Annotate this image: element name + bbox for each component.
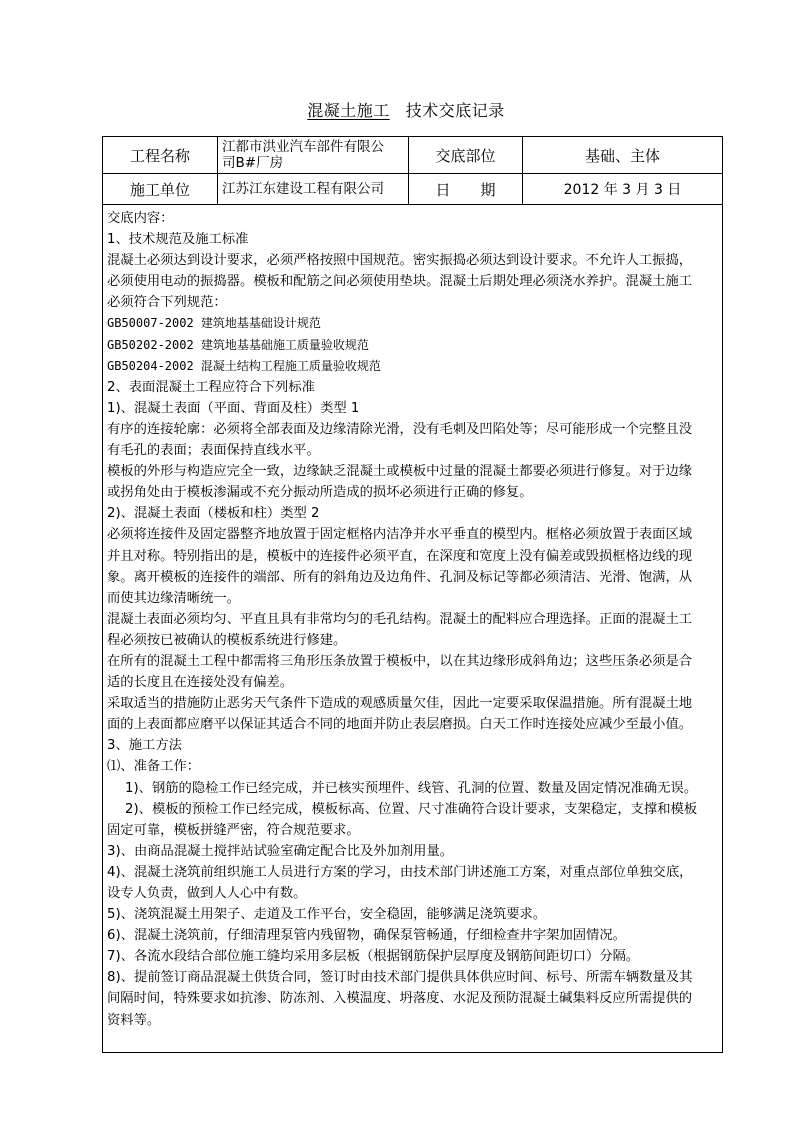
content-line: 间隔时间，特殊要求如抗渗、防冻剂、入模温度、坍落度、水泥及预防混凝土碱集料反应所需提供的 [107, 991, 693, 1007]
content-line: GB50007-2002 建筑地基基础设计规范 [107, 316, 321, 331]
content-line: 3、施工方法 [107, 738, 182, 754]
document-title [0, 98, 794, 121]
project-name-label: 工程名称 [103, 137, 218, 174]
content-line: 资料等。 [107, 1012, 161, 1028]
content-line: 交底内容： [107, 211, 174, 226]
date-label: 日 期 [409, 174, 523, 205]
content-line: 必须将连接件及固定器整齐地放置于固定框格内洁净并水平垂直的模型内。框格必须放置于表面区域 [107, 527, 693, 543]
content-line: GB50204-2002 混凝土结构工程施工质量验收规范 [107, 358, 381, 373]
content-line: 5)、浇筑混凝土用架子、走道及工作平台，安全稳固，能够满足浇筑要求。 [107, 907, 547, 923]
content-line: 2、表面混凝土工程应符合下列标准 [107, 379, 315, 395]
form-row-content [103, 205, 723, 1053]
project-name-line-1: 江都市洪业汽车部件有限公 [222, 139, 384, 155]
content-line: GB50202-2002 建筑地基基础施工质量验收规范 [107, 337, 369, 352]
content-line: 必须符合下列规范： [107, 295, 227, 311]
form-row-project [103, 137, 723, 174]
content-line: 有序的连接轮廓：必须将全部表面及边缘清除光滑，没有毛刺及凹陷处等；尽可能形成一个完整且没 [107, 421, 693, 437]
content-line: 8)、提前签订商品混凝土供货合同，签订时由技术部门提供具体供应时间、标号、所需车辆数量及其 [107, 970, 693, 986]
handover-part-label: 交底部位 [409, 137, 523, 174]
content-line: 设专人负责，做到人人心中有数。 [107, 886, 307, 901]
handover-part-value: 基础、主体 [523, 137, 723, 174]
title-suffix: 技术交底记录 [405, 101, 505, 120]
contractor-label: 施工单位 [103, 174, 218, 205]
content-line: 3)、由商品混凝土搅拌站试验室确定配合比及外加剂用量。 [107, 843, 454, 859]
content-line: 6)、混凝土浇筑前，仔细清理泵管内残留物，确保泵管畅通，仔细检查井字架加固情况。 [107, 928, 626, 944]
content-line: 采取适当的措施防止恶劣天气条件下造成的观感质量欠佳，因此一定要采取保温措施。所有混凝土地 [107, 696, 693, 712]
content-line: 有毛孔的表面；表面保持直线水平。 [107, 443, 320, 459]
content-line: 程必须按已被确认的模板系统进行修建。 [107, 632, 347, 648]
content-line: 面的上表面都应磨平以保证其适合不同的地面并防止表层磨损。白天工作时连接处应减少至最小值。 [107, 717, 693, 733]
handover-form-table [102, 136, 723, 1053]
content-line: 混凝土表面必须均匀、平直且具有非常均匀的毛孔结构。混凝土的配料应合理选择。正面的混凝土工 [107, 611, 693, 627]
content-line: 1)、混凝土表面（平面、背面及柱）类型 1 [107, 400, 360, 416]
content-line: 2)、模板的预检工作已经完成，模板标高、位置、尺寸准确符合设计要求，支架稳定，支撑和模板 [125, 801, 698, 817]
content-line: 在所有的混凝土工程中都需将三角形压条放置于模板中，以在其边缘形成斜角边；这些压条必须是合 [107, 653, 693, 669]
content-line: ⑴、准备工作： [107, 759, 201, 775]
contractor-value: 江苏江东建设工程有限公司 [218, 174, 409, 205]
project-name-value [218, 137, 409, 174]
content-line: 而使其边缘清晰统一。 [107, 590, 240, 606]
content-line: 或拐角处由于模板渗漏或不充分振动所造成的损坏必须进行正确的修复。 [107, 485, 533, 501]
content-line: 必须使用电动的振捣器。模板和配筋之间必须使用垫块。混凝土后期处理必须浇水养护。混凝土施工 [107, 274, 693, 290]
project-name-line-2: 司B#厂房 [222, 155, 284, 171]
content-line: 象。离开模板的连接件的端部、所有的斜角边及边角件、孔洞及标记等都必须清洁、光滑、饱满，从 [107, 569, 693, 585]
content-line: 1)、钢筋的隐检工作已经完成，并已核实预埋件、线管、孔洞的位置、数量及固定情况准确无误。 [125, 780, 698, 796]
content-line: 2)、混凝土表面（楼板和柱）类型 2 [107, 506, 320, 522]
content-line: 模板的外形与构造应完全一致，边缘缺乏混凝土或模板中过量的混凝土都要必须进行修复。对于边缘 [107, 464, 693, 480]
handover-content [103, 205, 723, 1053]
title-subject: 混凝土施工 [307, 101, 390, 120]
content-line: 并且对称。特别指出的是，模板中的连接件必须平直，在深度和宽度上没有偏差或毁损框格边线的现 [107, 548, 693, 564]
content-line: 混凝土必须达到设计要求，必须严格按照中国规范。密实振捣必须达到设计要求。不允许人工振捣， [107, 253, 693, 269]
form-row-contractor [103, 174, 723, 205]
content-line: 适的长度且在连接处没有偏差。 [107, 675, 294, 691]
content-line: 固定可靠，模板拼缝严密，符合规范要求。 [107, 822, 360, 838]
content-line: 7)、各流水段结合部位施工缝均采用多层板（根据钢筋保护层厚度及钢筋间距切口）分隔。 [107, 949, 640, 965]
content-line: 1、技术规范及施工标准 [107, 232, 249, 248]
date-value: 2012 年 3 月 3 日 [523, 174, 723, 205]
content-line: 4)、混凝土浇筑前组织施工人员进行方案的学习，由技术部门讲述施工方案，对重点部位单独交底， [107, 864, 693, 880]
